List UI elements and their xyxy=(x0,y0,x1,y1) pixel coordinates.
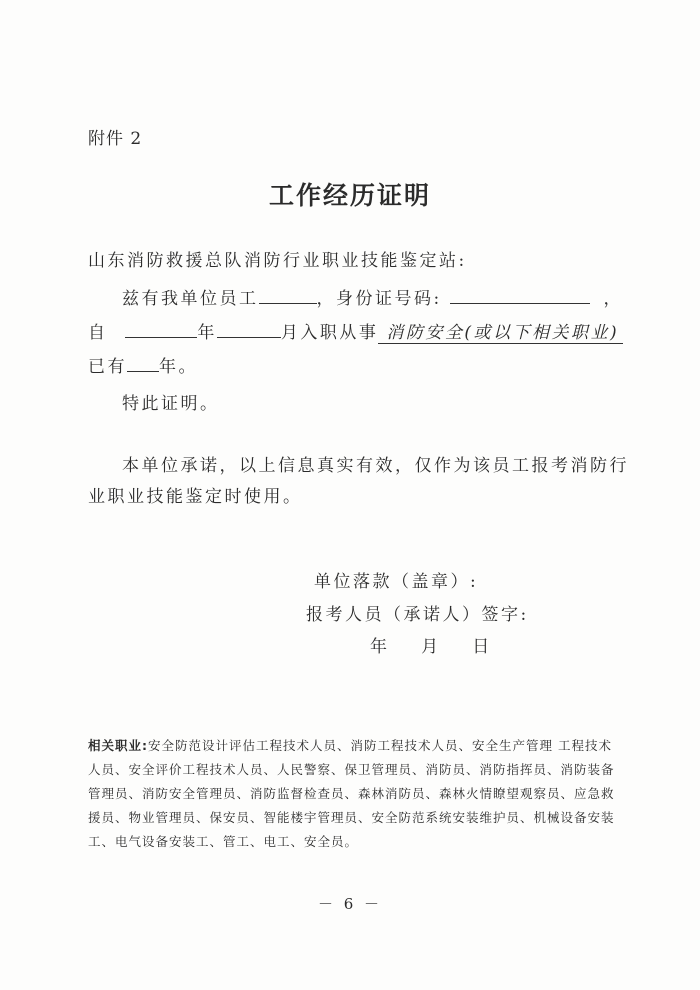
page-number: － 6 － xyxy=(317,895,383,913)
promise-line-1: 本单位承诺，以上信息真实有效，仅作为该员工报考消防行 xyxy=(122,456,629,476)
employee-prefix: 兹有我单位员工 xyxy=(122,289,259,309)
employee-line xyxy=(122,284,623,309)
month-label: 月入职从事 xyxy=(280,323,379,343)
month-blank xyxy=(217,320,281,338)
page-title: 工作经历证明 xyxy=(268,181,431,210)
related-occupations-label: 相关职业: xyxy=(88,738,148,753)
id-label: ，身份证号码: xyxy=(316,289,442,309)
unit-signature-label: 单位落款（盖章）: xyxy=(314,572,479,592)
id-number-blank xyxy=(450,286,590,304)
attachment-label: 附件 2 xyxy=(88,129,143,149)
related-occupations xyxy=(88,734,620,854)
employment-line xyxy=(88,318,623,344)
duration-blank xyxy=(127,354,159,372)
salutation: 山东消防救援总队消防行业职业技能鉴定站: xyxy=(88,251,467,271)
promise-line-2: 业职业技能鉴定时使用。 xyxy=(88,487,303,507)
duration-suffix: 年。 xyxy=(159,357,198,377)
employee-name-blank xyxy=(259,286,317,304)
duration-prefix: 已有 xyxy=(88,357,127,377)
certify-statement: 特此证明。 xyxy=(122,394,220,414)
date-label: 年 月 日 xyxy=(370,637,492,657)
from-label: 自 xyxy=(88,323,108,343)
related-occupations-text: 安全防范设计评估工程技术人员、消防工程技术人员、安全生产管理 工程技术人员、安全评价工程技术人员、人民警察、保卫管理员、消防员、消防指挥员、消防装备管理员、消防安全管理员、消防监督检查员、森林消防员、森林火情瞭望观察员、应急救援员、物业管理员、保安员、智能楼宇管理员、安全防范系统安装维护员、机械设备安装工、电气设备安装工、管工、电工、安全员。 xyxy=(88,738,615,849)
year-blank xyxy=(125,320,197,338)
year-label: 年 xyxy=(197,323,217,343)
line1-suffix: ， xyxy=(603,289,624,309)
occupation-value: 消防安全(或以下相关职业) xyxy=(378,318,623,344)
duration-line xyxy=(88,352,198,377)
applicant-signature-label: 报考人员（承诺人）签字: xyxy=(306,605,529,625)
